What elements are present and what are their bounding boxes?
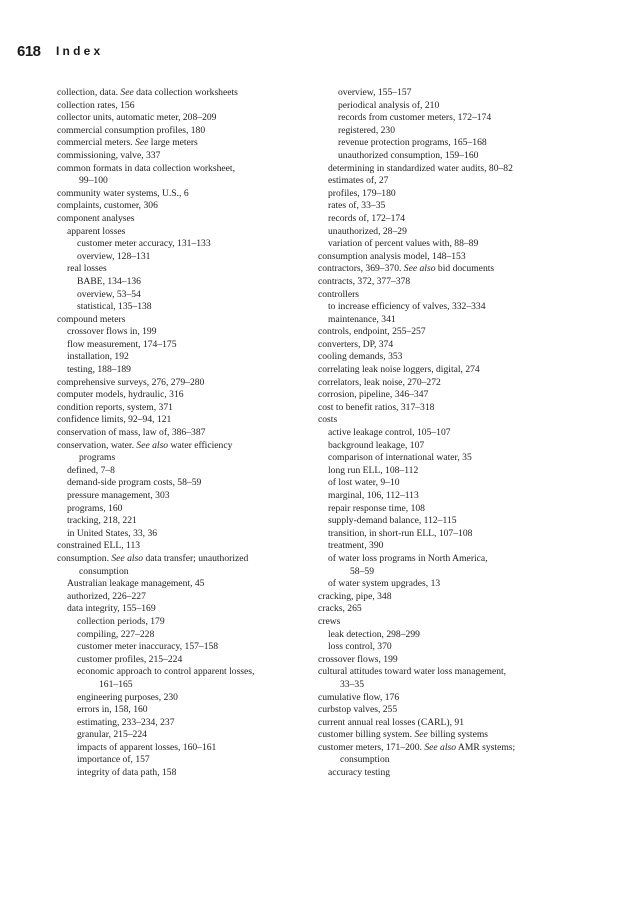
index-entry	[318, 163, 580, 176]
index-entry	[57, 528, 307, 541]
index-entry-text: background leakage, 107	[328, 439, 425, 451]
index-entry	[318, 641, 580, 654]
index-entry	[318, 364, 580, 377]
index-entry	[318, 515, 580, 528]
index-entry	[57, 188, 307, 201]
index-entry-text: repair response time, 108	[328, 502, 425, 514]
index-entry	[57, 276, 307, 289]
index-entry	[318, 100, 580, 113]
index-entry-text: marginal, 106, 112–113	[328, 490, 419, 501]
index-entry-text: contracts, 372, 377–378	[318, 275, 411, 287]
index-entry-text: consumption	[79, 565, 129, 577]
index-entry-text: records of, 172–174	[328, 212, 405, 224]
index-entry-text: programs	[79, 452, 116, 464]
index-entry-text: data integrity, 155–169	[67, 603, 156, 615]
index-entry	[57, 125, 307, 138]
see-reference-target: large meters	[148, 137, 198, 149]
index-entry-text: common formats in data collection worksheet,	[57, 162, 235, 174]
index-entry	[318, 654, 580, 667]
index-entry-text: flow measurement, 174–175	[67, 338, 177, 350]
index-entry-text: compiling, 227–228	[77, 628, 155, 640]
index-entry-text: customer meters, 171–200.	[318, 741, 425, 753]
index-entry	[57, 226, 307, 239]
index-entry-text: loss control, 370	[328, 641, 392, 653]
index-entry	[57, 515, 307, 528]
index-entry-text: pressure management, 303	[67, 490, 170, 501]
index-entry-text: constrained ELL, 113	[57, 540, 141, 552]
see-reference: See	[135, 137, 149, 149]
index-entry	[318, 188, 580, 201]
index-entry	[57, 742, 307, 755]
index-entry	[57, 717, 307, 730]
index-entry-text: 33–35	[340, 678, 364, 690]
index-entry-text: transition, in short-run ELL, 107–108	[328, 527, 473, 539]
index-entry	[318, 452, 580, 465]
index-entry	[318, 326, 580, 339]
index-entry-continuation	[318, 566, 580, 579]
index-entry	[318, 717, 580, 730]
index-entry	[318, 427, 580, 440]
index-entry-text: of water loss programs in North America,	[328, 552, 488, 564]
index-entry	[57, 553, 307, 566]
index-entry-text: treatment, 390	[328, 540, 384, 552]
index-entry	[318, 704, 580, 717]
index-entry-text: 161–165	[99, 678, 133, 690]
index-entry-continuation	[57, 452, 307, 465]
index-entry-text: cultural attitudes toward water loss management,	[318, 666, 507, 678]
index-entry-text: defined, 7–8	[67, 464, 115, 476]
index-entry	[318, 729, 580, 742]
index-entry-text: consumption	[340, 754, 390, 766]
see-reference: See also	[136, 439, 169, 451]
index-entry-text: commercial consumption profiles, 180	[57, 124, 206, 136]
index-entry-text: overview, 53–54	[77, 288, 141, 300]
index-entry	[57, 389, 307, 402]
index-entry	[318, 540, 580, 553]
index-entry	[318, 616, 580, 629]
index-entry-text: commissioning, valve, 337	[57, 149, 161, 161]
index-entry	[57, 641, 307, 654]
index-entry	[57, 100, 307, 113]
index-entry-text: engineering purposes, 230	[77, 691, 178, 703]
index-entry	[57, 490, 307, 503]
index-entry	[57, 326, 307, 339]
index-entry-text: registered, 230	[338, 124, 396, 136]
index-entry-text: Australian leakage management, 45	[67, 578, 205, 590]
index-entry	[57, 767, 307, 780]
index-entry	[318, 87, 580, 100]
index-entry	[57, 200, 307, 213]
index-entry-text: conservation of mass, law of, 386–387	[57, 427, 206, 439]
see-reference: See also	[403, 263, 436, 275]
index-entry	[57, 616, 307, 629]
index-entry-text: impacts of apparent losses, 160–161	[77, 741, 217, 753]
index-entry	[318, 238, 580, 251]
index-entry-text: periodical analysis of, 210	[338, 99, 440, 111]
index-entry-text: collection rates, 156	[57, 99, 135, 111]
index-entry-text: variation of percent values with, 88–89	[328, 238, 479, 250]
index-entry	[57, 692, 307, 705]
index-entry-text: component analyses	[57, 212, 135, 224]
index-entry-text: apparent losses	[67, 225, 126, 237]
index-entry-text: customer profiles, 215–224	[77, 653, 183, 665]
index-entry	[57, 163, 307, 176]
index-entry-text: converters, DP, 374	[318, 338, 394, 350]
index-entry	[318, 137, 580, 150]
index-entry	[318, 629, 580, 642]
index-entry	[57, 87, 307, 100]
index-entry-text: BABE, 134–136	[77, 275, 141, 287]
index-entry-text: maintenance, 341	[328, 313, 396, 325]
index-entry-text: curbstop valves, 255	[318, 704, 398, 716]
index-entry	[318, 276, 580, 289]
index-entry	[318, 528, 580, 541]
see-reference-target: bid documents	[435, 263, 495, 275]
index-entry	[57, 314, 307, 327]
index-entry-text: consumption.	[57, 552, 112, 564]
see-reference-target: AMR systems;	[456, 741, 516, 753]
index-entry-text: controls, endpoint, 255–257	[318, 326, 426, 338]
index-entry-text: demand-side program costs, 58–59	[67, 477, 202, 489]
index-entry-text: cracks, 265	[318, 603, 362, 615]
page-number: 618	[17, 43, 41, 60]
index-entry-text: comparison of international water, 35	[328, 452, 472, 464]
index-entry-text: to increase efficiency of valves, 332–334	[328, 301, 486, 313]
index-entry-text: revenue protection programs, 165–168	[338, 137, 487, 149]
index-entry	[57, 377, 307, 390]
index-entry	[318, 402, 580, 415]
index-entry	[57, 704, 307, 717]
index-entry-text: customer meter inaccuracy, 157–158	[77, 641, 219, 653]
index-entry-text: costs	[318, 414, 338, 426]
index-entry-text: conservation, water.	[57, 439, 137, 451]
index-entry-text: corrosion, pipeline, 346–347	[318, 389, 429, 401]
index-entry	[318, 175, 580, 188]
index-entry	[318, 125, 580, 138]
index-entry-text: consumption analysis model, 148–153	[318, 250, 466, 262]
index-entry	[318, 112, 580, 125]
see-reference: See also	[424, 741, 457, 753]
index-entry	[57, 729, 307, 742]
index-entry-text: compound meters	[57, 313, 126, 325]
index-entry	[57, 427, 307, 440]
index-entry	[57, 477, 307, 490]
index-entry	[57, 150, 307, 163]
index-entry-text: customer billing system.	[318, 729, 415, 741]
index-entry-text: errors in, 158, 160	[77, 704, 148, 716]
index-entry-text: authorized, 226–227	[67, 590, 146, 602]
index-entry-text: confidence limits, 92–94, 121	[57, 414, 172, 426]
index-entry-text: complaints, customer, 306	[57, 200, 158, 212]
index-column-right	[318, 87, 580, 780]
index-entry	[318, 289, 580, 302]
index-entry-text: real losses	[67, 263, 107, 275]
index-entry-text: unauthorized consumption, 159–160	[338, 149, 479, 161]
index-entry-continuation	[57, 175, 307, 188]
index-entry-text: tracking, 218, 221	[67, 515, 137, 527]
index-entry-text: overview, 155–157	[338, 87, 412, 98]
index-entry	[57, 465, 307, 478]
index-entry	[57, 754, 307, 767]
index-entry	[318, 213, 580, 226]
see-reference: See	[120, 87, 134, 98]
index-entry-text: estimating, 233–234, 237	[77, 716, 175, 728]
index-entry-text: installation, 192	[67, 351, 129, 363]
index-entry	[57, 578, 307, 591]
index-entry	[318, 666, 580, 679]
index-entry-text: 58–59	[350, 565, 374, 577]
index-entry-text: accuracy testing	[328, 767, 391, 779]
index-entry	[318, 314, 580, 327]
see-reference: See	[414, 729, 428, 741]
index-entry	[318, 603, 580, 616]
index-entry	[57, 503, 307, 516]
index-entry	[57, 414, 307, 427]
index-entry-continuation	[57, 566, 307, 579]
index-entry	[318, 490, 580, 503]
index-entry	[318, 389, 580, 402]
index-entry-text: of lost water, 9–10	[328, 477, 400, 489]
index-entry-continuation	[57, 679, 307, 692]
index-entry	[57, 238, 307, 251]
index-entry-text: current annual real losses (CARL), 91	[318, 716, 464, 728]
index-entry	[57, 364, 307, 377]
index-entry-text: leak detection, 298–299	[328, 628, 420, 640]
index-entry-text: controllers	[318, 288, 360, 300]
index-entry	[318, 578, 580, 591]
index-entry-text: of water system upgrades, 13	[328, 578, 441, 590]
index-entry-text: crews	[318, 615, 341, 627]
index-entry-text: granular, 215–224	[77, 729, 147, 741]
index-entry	[57, 137, 307, 150]
index-entry-text: community water systems, U.S., 6	[57, 187, 189, 199]
index-entry-text: integrity of data path, 158	[77, 767, 177, 779]
index-entry-text: in United States, 33, 36	[67, 527, 158, 539]
index-entry-text: customer meter accuracy, 131–133	[77, 238, 211, 250]
index-entry-text: 99–100	[79, 175, 108, 187]
index-entry	[57, 351, 307, 364]
index-entry	[57, 629, 307, 642]
index-entry-text: condition reports, system, 371	[57, 401, 173, 413]
see-reference-target: data collection worksheets	[133, 87, 238, 98]
see-reference-target: billing systems	[427, 729, 489, 741]
index-entry-text: rates of, 33–35	[328, 200, 386, 212]
index-entry	[318, 503, 580, 516]
index-entry	[57, 213, 307, 226]
index-entry-text: overview, 128–131	[77, 250, 151, 262]
index-entry-text: cost to benefit ratios, 317–318	[318, 401, 435, 413]
index-entry-text: programs, 160	[67, 502, 123, 514]
running-head: Index	[56, 44, 104, 58]
index-entry-text: commercial meters.	[57, 137, 136, 149]
index-entry-text: collection, data.	[57, 87, 121, 98]
index-entry	[57, 591, 307, 604]
index-entry-text: cracking, pipe, 348	[318, 590, 392, 602]
index-entry	[57, 263, 307, 276]
index-entry	[318, 465, 580, 478]
see-reference-target: data transfer; unauthorized	[143, 552, 249, 564]
index-entry-text: economic approach to control apparent losses,	[77, 666, 255, 678]
index-entry-text: contractors, 369–370.	[318, 263, 404, 275]
index-entry-text: active leakage control, 105–107	[328, 427, 451, 439]
index-entry-text: determining in standardized water audits, 80–82	[328, 162, 513, 174]
index-entry	[318, 767, 580, 780]
index-entry	[57, 540, 307, 553]
index-entry	[318, 251, 580, 264]
index-entry	[318, 339, 580, 352]
index-entry-text: collector units, automatic meter, 208–209	[57, 112, 217, 124]
index-column-left	[57, 87, 307, 780]
index-entry-text: collection periods, 179	[77, 615, 165, 627]
index-entry-text: statistical, 135–138	[77, 301, 152, 313]
index-entry	[318, 226, 580, 239]
index-entry	[57, 440, 307, 453]
see-reference: See also	[111, 552, 144, 564]
index-entry-continuation	[318, 679, 580, 692]
index-entry-text: profiles, 179–180	[328, 187, 396, 199]
index-entry	[318, 440, 580, 453]
index-entry	[318, 200, 580, 213]
index-entry	[57, 251, 307, 264]
index-entry	[57, 112, 307, 125]
index-entry	[57, 666, 307, 679]
index-entry	[318, 692, 580, 705]
index-entry-text: testing, 188–189	[67, 364, 131, 376]
index-entry	[318, 477, 580, 490]
index-entry-text: cumulative flow, 176	[318, 691, 400, 703]
index-entry-text: correlators, leak noise, 270–272	[318, 376, 441, 388]
see-reference-target: water efficiency	[168, 439, 233, 451]
index-entry	[57, 339, 307, 352]
index-entry	[318, 377, 580, 390]
index-entry-text: estimates of, 27	[328, 175, 389, 187]
index-entry	[318, 263, 580, 276]
index-entry	[318, 553, 580, 566]
index-entry	[318, 414, 580, 427]
index-entry-text: records from customer meters, 172–174	[338, 112, 492, 124]
index-entry-text: importance of, 157	[77, 754, 150, 766]
index-entry-text: supply-demand balance, 112–115	[328, 515, 457, 527]
index-entry-text: correlating leak noise loggers, digital, 274	[318, 364, 480, 376]
index-entry-text: crossover flows, 199	[318, 653, 398, 665]
index-entry	[57, 402, 307, 415]
index-entry-text: cooling demands, 353	[318, 351, 403, 363]
index-entry	[57, 301, 307, 314]
index-entry	[57, 289, 307, 302]
index-entry-text: computer models, hydraulic, 316	[57, 389, 184, 401]
index-entry	[57, 654, 307, 667]
index-entry	[57, 603, 307, 616]
index-entry-continuation	[318, 754, 580, 767]
index-entry-text: unauthorized, 28–29	[328, 225, 407, 237]
index-entry	[318, 591, 580, 604]
index-entry	[318, 351, 580, 364]
index-entry	[318, 301, 580, 314]
index-entry-text: long run ELL, 108–112	[328, 464, 419, 476]
index-entry	[318, 150, 580, 163]
index-entry	[318, 742, 580, 755]
index-entry-text: crossover flows in, 199	[67, 326, 157, 338]
index-entry-text: comprehensive surveys, 276, 279–280	[57, 376, 205, 388]
